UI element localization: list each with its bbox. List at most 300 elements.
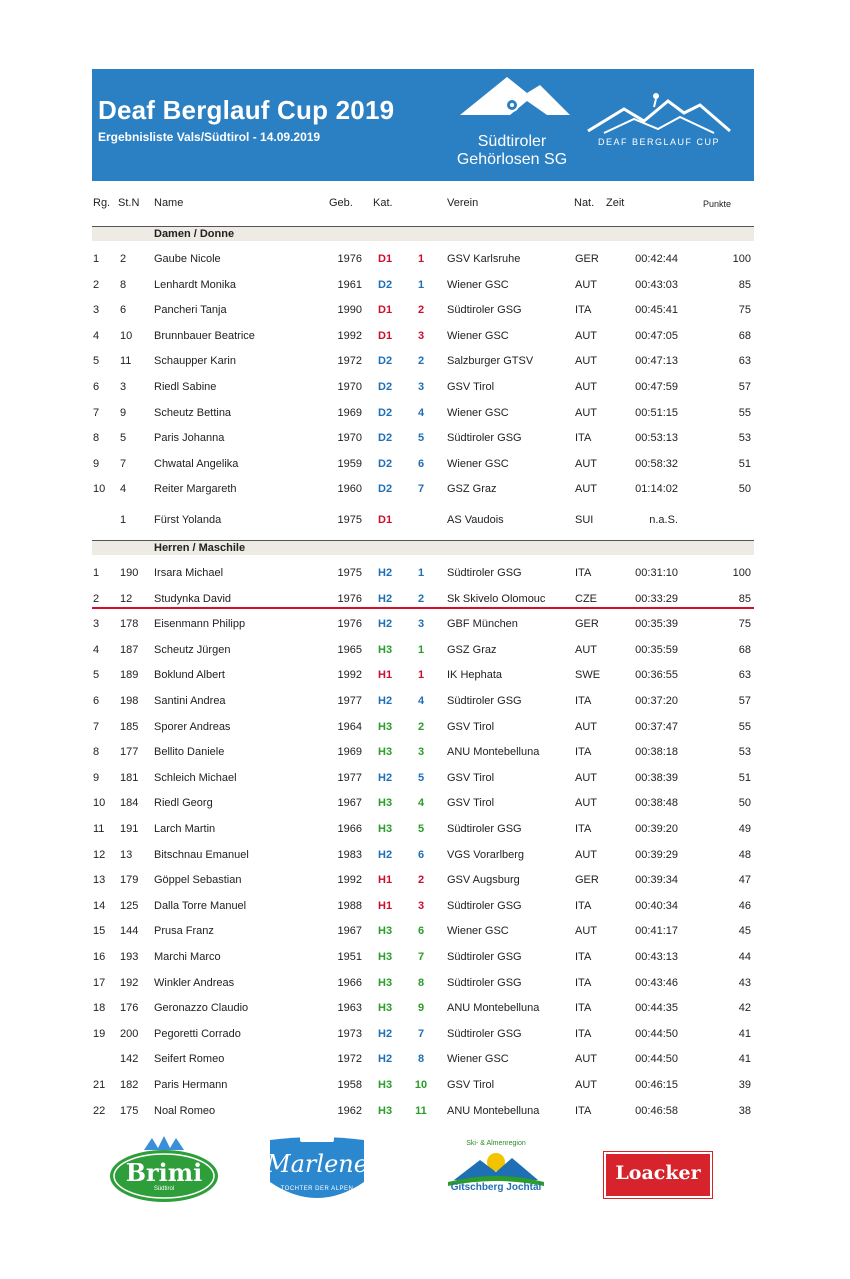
cell-category: D2	[378, 278, 393, 291]
cell-points: 100	[732, 567, 751, 579]
cell-category: D1	[378, 253, 393, 265]
cell-points: 85	[738, 278, 751, 291]
cell-start-number: 177	[120, 746, 139, 759]
cell-points: 45	[738, 925, 751, 938]
cell-points: 68	[738, 643, 751, 656]
table-row	[0, 1050, 850, 1070]
table-row	[0, 692, 850, 712]
cell-start-number: 1	[120, 514, 127, 526]
cell-nation: AUT	[575, 925, 597, 938]
table-row	[0, 769, 850, 789]
cell-category-rank: 2	[417, 720, 425, 733]
cell-category-rank: 4	[417, 695, 425, 707]
cell-athlete-name: Eisenmann Philipp	[154, 618, 246, 631]
cell-points: 63	[738, 355, 751, 368]
cell-club: ANU Montebelluna	[447, 1002, 540, 1015]
cell-nation: ITA	[575, 567, 592, 579]
cell-club: Wiener GSC	[447, 1053, 509, 1066]
marlene-logo-subtext: TOCHTER DER ALPEN	[280, 1186, 354, 1192]
cell-nation: ITA	[575, 1104, 592, 1117]
cell-category-rank: 10	[414, 1079, 428, 1091]
table-row	[0, 276, 850, 296]
cell-athlete-name: Schleich Michael	[154, 771, 237, 784]
cell-start-number: 187	[120, 643, 139, 656]
cell-nation: ITA	[575, 695, 592, 707]
table-row	[0, 327, 850, 347]
cell-club: Südtiroler GSG	[447, 951, 522, 963]
cell-category-rank: 2	[417, 304, 425, 317]
cell-birth-year: 1970	[337, 381, 362, 393]
cell-finish-time: 00:39:29	[635, 848, 678, 861]
cell-athlete-name: Winkler Andreas	[154, 976, 235, 989]
cell-birth-year: 1992	[337, 874, 362, 887]
cell-points: 48	[738, 848, 751, 861]
cell-points: 43	[738, 976, 751, 989]
cell-athlete-name: Geronazzo Claudio	[154, 1002, 249, 1015]
cell-start-number: 2	[120, 253, 127, 265]
cell-category: D2	[378, 457, 393, 470]
section-title-men: Herren / Maschile	[154, 542, 246, 554]
cell-points: 44	[738, 951, 751, 963]
cell-start-number: 181	[120, 771, 139, 784]
cell-finish-time: 00:38:18	[635, 746, 678, 759]
cell-rank: 15	[93, 925, 106, 938]
cell-category: H1	[378, 669, 393, 682]
cell-category: D1	[378, 514, 393, 526]
col-header-rg: Rg.	[93, 197, 111, 209]
cell-rank: 13	[93, 874, 106, 887]
table-row	[0, 846, 850, 866]
cell-finish-time: 00:44:35	[635, 1002, 678, 1015]
cell-start-number: 13	[120, 848, 133, 861]
cell-start-number: 184	[120, 797, 139, 810]
cell-category-rank: 8	[417, 1053, 425, 1066]
cell-finish-time: 00:36:55	[635, 669, 678, 682]
cell-nation: ITA	[575, 1027, 592, 1040]
cell-birth-year: 1967	[337, 925, 362, 938]
cell-category-rank: 7	[417, 1027, 425, 1040]
loacker-logo	[604, 1152, 712, 1198]
cell-category-rank: 8	[417, 976, 425, 989]
cell-points: 53	[738, 432, 751, 445]
col-header-name: Name	[154, 197, 184, 209]
cell-birth-year: 1961	[337, 278, 362, 291]
cell-athlete-name: Pegoretti Corrado	[154, 1027, 241, 1040]
cell-nation: AUT	[575, 406, 597, 419]
cell-category-rank: 1	[417, 567, 425, 579]
table-row	[0, 511, 850, 531]
cell-category: D2	[378, 406, 393, 419]
cell-athlete-name: Scheutz Bettina	[154, 406, 232, 419]
cell-athlete-name: Fürst Yolanda	[154, 514, 222, 526]
cell-club: GSV Augsburg	[447, 874, 520, 887]
cell-category-rank: 3	[417, 899, 425, 912]
cell-category: H2	[378, 695, 393, 707]
cell-nation: CZE	[575, 592, 597, 605]
cell-club: Südtiroler GSG	[447, 823, 522, 835]
cell-category: H3	[378, 643, 393, 656]
cell-nation: SWE	[575, 669, 601, 682]
cell-rank: 19	[93, 1027, 106, 1040]
cell-finish-time: 00:35:39	[635, 618, 678, 631]
cell-rank: 3	[93, 304, 100, 317]
cell-category-rank: 3	[417, 329, 425, 342]
cell-start-number: 3	[120, 381, 127, 393]
cell-finish-time: n.a.S.	[649, 514, 678, 526]
cell-athlete-name: Göppel Sebastian	[154, 874, 242, 887]
cell-category-rank: 1	[417, 669, 425, 682]
cell-points: 49	[738, 823, 751, 835]
runner-mountain-icon	[584, 91, 734, 137]
table-row	[0, 794, 850, 814]
cell-start-number: 200	[120, 1027, 139, 1040]
cell-birth-year: 1965	[337, 643, 362, 656]
cell-athlete-name: Bellito Daniele	[154, 746, 225, 759]
cell-club: Wiener GSC	[447, 278, 509, 291]
cell-start-number: 142	[120, 1053, 139, 1066]
cell-finish-time: 00:43:03	[635, 278, 678, 291]
brimi-logo-subtext: Südtirol	[153, 1186, 175, 1192]
cell-category: H1	[378, 874, 393, 887]
cell-athlete-name: Dalla Torre Manuel	[154, 899, 247, 912]
cell-category: H3	[378, 1002, 393, 1015]
cell-birth-year: 1963	[337, 1002, 362, 1015]
cell-category-rank: 3	[417, 746, 425, 759]
cell-category: H3	[378, 1079, 393, 1091]
cell-category-rank: 6	[417, 848, 425, 861]
cell-finish-time: 00:37:20	[635, 695, 678, 707]
cell-club: GSV Karlsruhe	[447, 253, 521, 265]
cell-start-number: 7	[120, 457, 127, 470]
cell-category-rank: 5	[417, 823, 425, 835]
cell-athlete-name: Lenhardt Monika	[154, 278, 236, 291]
gitschberg-logo-top-text: Ski- & Almenregion	[466, 1140, 526, 1147]
cell-finish-time: 00:47:59	[635, 381, 678, 393]
cell-birth-year: 1970	[337, 432, 362, 445]
cell-birth-year: 1962	[337, 1104, 362, 1117]
cell-athlete-name: Reiter Margareth	[154, 483, 237, 496]
cell-athlete-name: Larch Martin	[154, 823, 216, 835]
cell-finish-time: 00:47:13	[635, 355, 678, 368]
ssg-logo-line1: Südtiroler	[477, 133, 547, 150]
cell-rank: 18	[93, 1002, 106, 1015]
cell-start-number: 191	[120, 823, 139, 835]
cell-rank: 9	[93, 771, 100, 784]
cell-category: D1	[378, 304, 393, 317]
table-row	[0, 871, 850, 891]
table-row	[0, 352, 850, 372]
cell-birth-year: 1988	[337, 899, 362, 912]
cell-athlete-name: Boklund Albert	[154, 669, 225, 682]
cell-nation: ITA	[575, 899, 592, 912]
cell-category-rank: 5	[417, 771, 425, 784]
cell-birth-year: 1972	[337, 355, 362, 368]
cell-club: Südtiroler GSG	[447, 304, 522, 317]
cell-points: 41	[738, 1053, 751, 1066]
table-row	[0, 378, 850, 398]
cell-points: 75	[738, 618, 751, 631]
ssg-logo	[452, 75, 572, 175]
marlene-logo	[264, 1134, 370, 1208]
cell-start-number: 185	[120, 720, 139, 733]
cell-athlete-name: Gaube Nicole	[154, 253, 221, 265]
cell-birth-year: 1975	[337, 514, 362, 526]
cell-athlete-name: Noal Romeo	[154, 1104, 216, 1117]
table-row	[0, 922, 850, 942]
cell-nation: SUI	[575, 514, 594, 526]
cell-category: H2	[378, 1027, 393, 1040]
cell-birth-year: 1951	[337, 951, 362, 963]
cell-category: H3	[378, 925, 393, 938]
cell-finish-time: 00:47:05	[635, 329, 678, 342]
cell-club: ANU Montebelluna	[447, 746, 540, 759]
cell-athlete-name: Bitschnau Emanuel	[154, 848, 249, 861]
cell-club: GSV Tirol	[447, 381, 495, 393]
cell-finish-time: 01:14:02	[635, 483, 678, 496]
cell-athlete-name: Paris Hermann	[154, 1079, 228, 1091]
table-row	[0, 948, 850, 968]
cell-finish-time: 00:31:10	[635, 567, 678, 579]
cell-finish-time: 00:35:59	[635, 643, 678, 656]
cell-points: 39	[738, 1079, 751, 1091]
page-subtitle: Ergebnisliste Vals/Südtirol - 14.09.2019	[98, 130, 321, 144]
cell-club: GSV Tirol	[447, 720, 495, 733]
cell-club: Salzburger GTSV	[447, 355, 534, 368]
cell-points: 51	[738, 457, 751, 470]
cell-start-number: 189	[120, 669, 139, 682]
cell-category-rank: 1	[417, 278, 425, 291]
cell-birth-year: 1972	[337, 1053, 362, 1066]
cell-birth-year: 1975	[337, 567, 362, 579]
cell-rank: 4	[93, 329, 100, 342]
cell-birth-year: 1958	[337, 1079, 362, 1091]
cell-birth-year: 1967	[337, 797, 362, 810]
cell-club: GSZ Graz	[447, 643, 497, 656]
cell-birth-year: 1983	[337, 848, 362, 861]
cell-nation: ITA	[575, 746, 592, 759]
cell-points: 51	[738, 771, 751, 784]
cell-category: H3	[378, 1104, 393, 1117]
cell-finish-time: 00:51:15	[635, 406, 678, 419]
cell-category: H2	[378, 567, 393, 579]
cell-finish-time: 00:58:32	[635, 457, 678, 470]
cell-start-number: 12	[120, 592, 133, 605]
brimi-logo	[108, 1134, 220, 1204]
cell-start-number: 5	[120, 432, 127, 445]
table-row	[0, 897, 850, 917]
cell-athlete-name: Scheutz Jürgen	[154, 643, 231, 656]
cell-points: 68	[738, 329, 751, 342]
cell-rank: 14	[93, 899, 106, 912]
cell-points: 57	[738, 381, 751, 393]
cell-athlete-name: Riedl Sabine	[154, 381, 217, 393]
cell-club: ANU Montebelluna	[447, 1104, 540, 1117]
cell-category: H2	[378, 592, 393, 605]
cell-rank: 2	[93, 278, 100, 291]
cell-points: 38	[738, 1104, 751, 1117]
cell-club: Südtiroler GSG	[447, 976, 522, 989]
cell-club: Südtiroler GSG	[447, 1027, 522, 1040]
cell-rank: 9	[93, 457, 100, 470]
cell-category-rank: 4	[417, 406, 425, 419]
cell-club: GSV Tirol	[447, 1079, 495, 1091]
cell-finish-time: 00:41:17	[635, 925, 678, 938]
cell-finish-time: 00:39:34	[635, 874, 678, 887]
cell-club: Wiener GSC	[447, 925, 509, 938]
cell-nation: AUT	[575, 457, 597, 470]
cell-club: Südtiroler GSG	[447, 899, 522, 912]
table-row	[0, 250, 850, 270]
cell-rank: 7	[93, 720, 100, 733]
cell-category: H1	[378, 899, 393, 912]
cell-rank: 2	[93, 592, 100, 605]
cell-start-number: 198	[120, 695, 139, 707]
cell-nation: GER	[575, 618, 599, 631]
cell-athlete-name: Irsara Michael	[154, 567, 224, 579]
deaf-berglauf-cup-logo	[584, 91, 734, 161]
cell-birth-year: 1977	[337, 771, 362, 784]
cell-category-rank: 5	[417, 432, 425, 445]
cell-category: H3	[378, 951, 393, 963]
cell-start-number: 175	[120, 1104, 139, 1117]
cell-rank: 12	[93, 848, 106, 861]
cell-club: GSV Tirol	[447, 797, 495, 810]
cell-rank: 1	[93, 253, 100, 265]
cell-birth-year: 1969	[337, 746, 362, 759]
cell-start-number: 10	[120, 329, 133, 342]
cell-nation: AUT	[575, 1053, 597, 1066]
cell-club: Wiener GSC	[447, 406, 509, 419]
cell-category: D2	[378, 432, 393, 445]
deaf-berglauf-cup-logo-text: DEAF BERGLAUF CUP	[597, 137, 721, 147]
cell-start-number: 190	[120, 567, 139, 579]
cell-category-rank: 3	[417, 618, 425, 631]
table-row	[0, 615, 850, 635]
cell-rank: 6	[93, 381, 100, 393]
cell-finish-time: 00:40:34	[635, 899, 678, 912]
cell-rank: 21	[93, 1079, 106, 1091]
cell-athlete-name: Riedl Georg	[154, 797, 213, 810]
cell-finish-time: 00:43:13	[635, 951, 678, 963]
cell-club: Wiener GSC	[447, 329, 509, 342]
cell-category-rank: 3	[417, 381, 425, 393]
table-row	[0, 1025, 850, 1045]
cell-category-rank: 4	[417, 797, 425, 810]
cell-nation: ITA	[575, 823, 592, 835]
cell-nation: AUT	[575, 848, 597, 861]
table-row	[0, 974, 850, 994]
table-row	[0, 455, 850, 475]
cell-start-number: 192	[120, 976, 139, 989]
highlight-underline	[92, 607, 754, 609]
cell-category-rank: 7	[417, 951, 425, 963]
cell-nation: AUT	[575, 643, 597, 656]
cell-points: 50	[738, 483, 751, 496]
cell-rank: 16	[93, 951, 106, 963]
cell-category-rank: 9	[417, 1002, 425, 1015]
cell-start-number: 4	[120, 483, 127, 496]
cell-rank: 17	[93, 976, 106, 989]
cell-athlete-name: Brunnbauer Beatrice	[154, 329, 255, 342]
col-header-stn: St.N	[118, 197, 140, 209]
cell-birth-year: 1976	[337, 618, 362, 631]
cell-rank: 8	[93, 432, 100, 445]
cell-points: 41	[738, 1027, 751, 1040]
loacker-logo-text: Loacker	[615, 1162, 701, 1184]
cell-finish-time: 00:37:47	[635, 720, 678, 733]
cell-nation: AUT	[575, 381, 597, 393]
cell-birth-year: 1990	[337, 304, 362, 317]
cell-athlete-name: Marchi Marco	[154, 951, 221, 963]
cell-points: 46	[738, 899, 751, 912]
cell-finish-time: 00:45:41	[635, 304, 678, 317]
col-header-punkte: Punkte	[703, 199, 732, 209]
cell-category: H3	[378, 720, 393, 733]
cell-finish-time: 00:44:50	[635, 1027, 678, 1040]
cell-club: GSV Tirol	[447, 771, 495, 784]
cell-nation: GER	[575, 874, 599, 887]
cell-rank: 11	[93, 823, 105, 835]
cell-birth-year: 1992	[337, 329, 362, 342]
cell-start-number: 8	[120, 278, 127, 291]
cell-finish-time: 00:46:15	[635, 1079, 678, 1091]
cell-nation: AUT	[575, 483, 597, 496]
cell-nation: AUT	[575, 771, 597, 784]
cell-nation: AUT	[575, 355, 597, 368]
cell-nation: AUT	[575, 797, 597, 810]
cell-nation: AUT	[575, 278, 597, 291]
section-header-men	[92, 540, 754, 555]
cell-club: VGS Vorarlberg	[447, 848, 525, 861]
cell-club: Südtiroler GSG	[447, 432, 522, 445]
cell-start-number: 176	[120, 1002, 139, 1015]
cell-category-rank: 11	[415, 1104, 427, 1117]
col-header-kat: Kat.	[373, 197, 393, 209]
cell-points: 75	[738, 304, 751, 317]
col-header-nat: Nat.	[574, 197, 595, 209]
cell-start-number: 178	[120, 618, 139, 631]
cell-finish-time: 00:42:44	[635, 253, 678, 265]
cell-nation: AUT	[575, 1079, 597, 1091]
cell-finish-time: 00:33:29	[635, 592, 678, 605]
cell-start-number: 182	[120, 1079, 139, 1091]
cell-rank: 7	[93, 406, 100, 419]
cell-category: H3	[378, 797, 393, 810]
cell-category: H2	[378, 771, 393, 784]
cell-start-number: 125	[120, 899, 139, 912]
brimi-logo-text: Brimi	[125, 1158, 203, 1187]
cell-club: Südtiroler GSG	[447, 567, 522, 579]
cell-points: 42	[738, 1002, 751, 1015]
cell-birth-year: 1976	[337, 253, 362, 265]
cell-athlete-name: Studynka David	[154, 592, 232, 605]
cell-category: H3	[378, 976, 393, 989]
cell-birth-year: 1992	[337, 669, 362, 682]
cell-nation: ITA	[575, 951, 592, 963]
cell-start-number: 11	[120, 355, 132, 368]
cell-points: 100	[732, 253, 751, 265]
table-row	[0, 564, 850, 584]
cell-finish-time: 00:53:13	[635, 432, 678, 445]
cell-category-rank: 1	[417, 643, 425, 656]
cell-category-rank: 2	[417, 592, 425, 605]
cell-club: Wiener GSC	[447, 457, 509, 470]
cell-start-number: 144	[120, 925, 139, 938]
cell-points: 85	[738, 592, 751, 605]
cell-athlete-name: Sporer Andreas	[154, 720, 231, 733]
cell-athlete-name: Prusa Franz	[154, 925, 214, 938]
cell-category: H3	[378, 823, 393, 835]
